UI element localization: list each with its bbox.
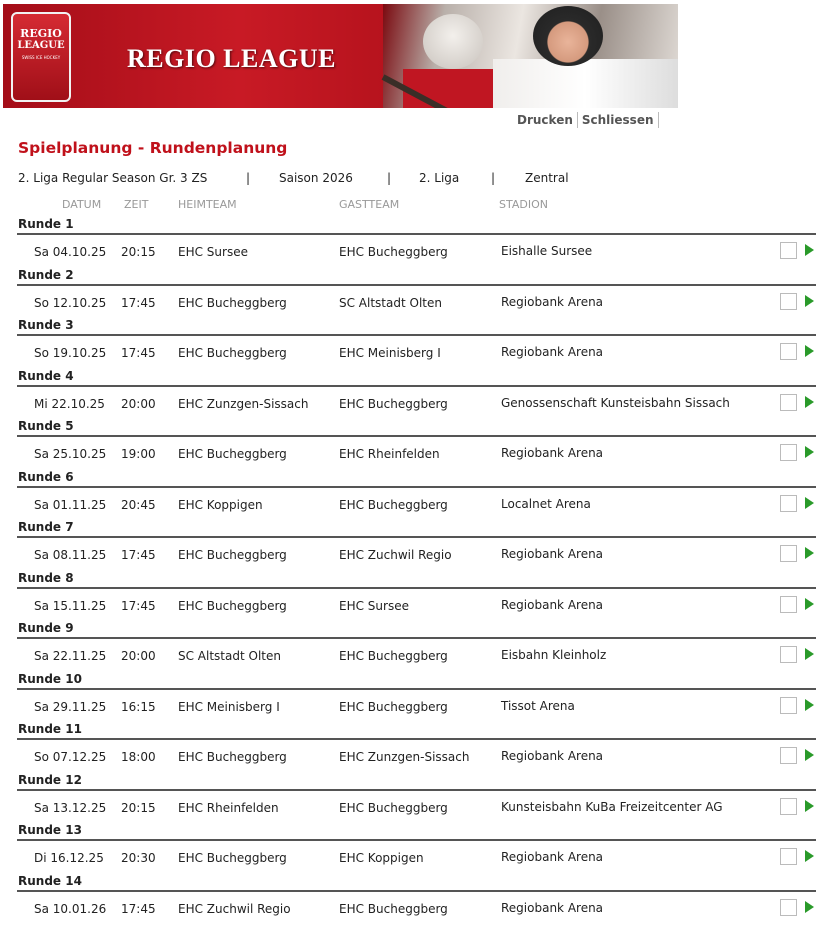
game-time: 18:00	[121, 750, 156, 764]
round-label: Runde 7	[18, 520, 74, 534]
round-row	[0, 366, 832, 417]
play-arrow-icon[interactable]	[805, 800, 814, 812]
home-team: EHC Meinisberg I	[178, 699, 280, 714]
venue: Regiobank Arena	[501, 345, 604, 359]
game-date: Sa 10.01.26	[34, 901, 107, 916]
round-label: Runde 13	[18, 823, 82, 837]
banner-title: REGIO LEAGUE	[127, 44, 336, 73]
toolbar	[513, 112, 659, 130]
round-divider	[17, 385, 816, 387]
checkbox-icon[interactable]	[780, 798, 797, 815]
home-team: EHC Rheinfelden	[178, 800, 279, 815]
checkbox-icon[interactable]	[780, 848, 797, 865]
round-row	[0, 568, 832, 619]
guest-team: EHC Bucheggberg	[339, 497, 448, 512]
game-date: Sa 13.12.25	[34, 800, 107, 815]
round-row	[0, 416, 832, 467]
logo-text-tagline: SWISS ICE HOCKEY	[21, 55, 61, 60]
regio-league-logo	[11, 12, 71, 102]
play-arrow-icon[interactable]	[805, 497, 814, 509]
game-date: Sa 29.11.25	[34, 699, 107, 714]
checkbox-icon[interactable]	[780, 343, 797, 360]
column-header-venue: STADION	[499, 198, 548, 211]
competition-label: 2. Liga Regular Season Gr. 3 ZS	[18, 171, 208, 185]
round-row	[0, 719, 832, 770]
play-arrow-icon[interactable]	[805, 345, 814, 357]
guest-team: EHC Zunzgen-Sissach	[339, 750, 470, 764]
round-label: Runde 11	[18, 722, 82, 736]
page-title: Spielplanung - Rundenplanung	[18, 139, 288, 157]
toolbar-divider	[658, 112, 659, 128]
round-row	[0, 871, 832, 922]
round-label: Runde 14	[18, 873, 82, 888]
checkbox-icon[interactable]	[780, 545, 797, 562]
round-divider	[17, 637, 816, 639]
guest-team: EHC Rheinfelden	[339, 447, 440, 461]
game-date: So 12.10.25	[34, 295, 107, 310]
play-arrow-icon[interactable]	[805, 446, 814, 458]
venue: Regiobank Arena	[501, 850, 604, 864]
game-date: Sa 22.11.25	[34, 649, 107, 663]
round-row	[0, 820, 832, 871]
round-divider	[17, 789, 816, 791]
guest-team: EHC Bucheggberg	[339, 245, 448, 259]
column-header-time: ZEIT	[124, 198, 149, 211]
play-arrow-icon[interactable]	[805, 598, 814, 610]
game-time: 17:45	[121, 295, 156, 310]
column-header-home: HEIMTEAM	[178, 198, 237, 211]
home-team: EHC Zunzgen-Sissach	[178, 396, 309, 411]
play-arrow-icon[interactable]	[805, 295, 814, 307]
checkbox-icon[interactable]	[780, 444, 797, 461]
game-date: Di 16.12.25	[34, 851, 104, 865]
round-label: Runde 6	[18, 469, 74, 484]
guest-team: EHC Meinisberg I	[339, 346, 441, 360]
game-time: 17:45	[121, 901, 156, 916]
round-divider	[17, 890, 816, 892]
venue: Regiobank Arena	[501, 547, 604, 561]
home-team: EHC Bucheggberg	[178, 548, 287, 562]
column-header-guest: GASTTEAM	[339, 198, 400, 211]
game-date: So 19.10.25	[34, 346, 107, 360]
checkbox-icon[interactable]	[780, 899, 797, 916]
home-team: EHC Bucheggberg	[178, 598, 287, 613]
venue: Eisbahn Kleinholz	[501, 648, 607, 662]
round-divider	[17, 334, 816, 336]
round-divider	[17, 688, 816, 690]
round-label: Runde 4	[18, 368, 74, 383]
game-time: 20:00	[121, 396, 156, 411]
venue: Tissot Arena	[501, 698, 575, 713]
round-row	[0, 265, 832, 316]
home-team: EHC Bucheggberg	[178, 851, 287, 865]
game-time: 20:15	[121, 245, 156, 259]
venue: Eishalle Sursee	[501, 244, 593, 258]
game-date: Sa 25.10.25	[34, 447, 107, 461]
game-time: 20:00	[121, 649, 156, 663]
game-date: Sa 15.11.25	[34, 598, 107, 613]
round-divider	[17, 435, 816, 437]
round-label: Runde 2	[18, 267, 74, 282]
play-arrow-icon[interactable]	[805, 244, 814, 256]
venue: Genossenschaft Kunsteisbahn Sissach	[501, 395, 730, 410]
guest-team: EHC Bucheggberg	[339, 800, 448, 815]
game-time: 17:45	[121, 346, 156, 360]
round-row	[0, 618, 832, 669]
play-arrow-icon[interactable]	[805, 749, 814, 761]
round-label: Runde 3	[18, 318, 74, 332]
round-divider	[17, 486, 816, 488]
game-time: 16:15	[121, 699, 156, 714]
venue: Regiobank Arena	[501, 597, 604, 612]
venue: Localnet Arena	[501, 496, 591, 511]
checkbox-icon[interactable]	[780, 293, 797, 310]
game-date: So 07.12.25	[34, 750, 107, 764]
logo-text-regio: REGIO	[20, 27, 62, 40]
season-label: Saison 2026	[279, 171, 353, 185]
venue: Kunsteisbahn KuBa Freizeitcenter AG	[501, 799, 723, 814]
round-divider	[17, 233, 816, 235]
game-time: 20:30	[121, 851, 156, 865]
guest-team: EHC Bucheggberg	[339, 649, 448, 663]
round-label: Runde 5	[18, 419, 74, 433]
filter-separator: |	[246, 171, 251, 185]
round-label: Runde 12	[18, 772, 82, 787]
league-label: 2. Liga	[419, 171, 460, 185]
play-arrow-icon[interactable]	[805, 547, 814, 559]
home-team: EHC Zuchwil Regio	[178, 901, 291, 916]
play-arrow-icon[interactable]	[805, 901, 814, 913]
game-date: Sa 01.11.25	[34, 497, 107, 512]
checkbox-icon[interactable]	[780, 747, 797, 764]
close-button[interactable]: Schliessen	[581, 112, 654, 127]
checkbox-icon[interactable]	[780, 697, 797, 714]
game-date: Sa 08.11.25	[34, 548, 107, 562]
home-team: EHC Bucheggberg	[178, 295, 287, 310]
checkbox-icon[interactable]	[780, 646, 797, 663]
guest-team: SC Altstadt Olten	[339, 295, 442, 310]
filter-separator: |	[491, 171, 496, 185]
guest-team: EHC Bucheggberg	[339, 901, 448, 916]
print-button[interactable]: Drucken	[517, 112, 573, 127]
home-team: EHC Bucheggberg	[178, 447, 287, 461]
round-divider	[17, 587, 816, 589]
venue: Regiobank Arena	[501, 749, 604, 763]
logo-text-league: LEAGUE	[17, 40, 65, 51]
home-team: EHC Koppigen	[178, 497, 263, 512]
guest-team: EHC Zuchwil Regio	[339, 548, 452, 562]
round-row	[0, 517, 832, 568]
round-row	[0, 770, 832, 821]
checkbox-icon[interactable]	[780, 495, 797, 512]
header-banner	[3, 4, 678, 108]
region-label: Zentral	[525, 171, 569, 185]
home-team: EHC Bucheggberg	[178, 750, 287, 764]
game-time: 17:45	[121, 548, 156, 562]
round-divider	[17, 536, 816, 538]
column-header-date: DATUM	[62, 198, 102, 211]
guest-team: EHC Bucheggberg	[339, 396, 448, 411]
play-arrow-icon[interactable]	[805, 699, 814, 711]
game-time: 20:15	[121, 800, 156, 815]
venue: Regiobank Arena	[501, 900, 604, 915]
game-time: 19:00	[121, 447, 156, 461]
game-time: 17:45	[121, 598, 156, 613]
checkbox-icon[interactable]	[780, 242, 797, 259]
round-row	[0, 669, 832, 720]
guest-team: EHC Sursee	[339, 598, 409, 613]
round-label: Runde 10	[18, 671, 82, 686]
game-date: Mi 22.10.25	[34, 396, 105, 411]
venue: Regiobank Arena	[501, 294, 604, 309]
play-arrow-icon[interactable]	[805, 648, 814, 660]
filter-separator: |	[387, 171, 392, 185]
round-row	[0, 214, 832, 265]
round-divider	[17, 839, 816, 841]
schedule-list	[0, 214, 832, 921]
round-row	[0, 315, 832, 366]
home-team: SC Altstadt Olten	[178, 649, 281, 663]
guest-team: EHC Bucheggberg	[339, 699, 448, 714]
checkbox-icon[interactable]	[780, 394, 797, 411]
game-date: Sa 04.10.25	[34, 245, 107, 259]
round-label: Runde 1	[18, 217, 74, 231]
home-team: EHC Sursee	[178, 245, 248, 259]
venue: Regiobank Arena	[501, 446, 604, 460]
game-time: 20:45	[121, 497, 156, 512]
play-arrow-icon[interactable]	[805, 396, 814, 408]
round-divider	[17, 738, 816, 740]
round-row	[0, 467, 832, 518]
banner-photo	[383, 4, 678, 108]
round-label: Runde 9	[18, 621, 74, 635]
checkbox-icon[interactable]	[780, 596, 797, 613]
home-team: EHC Bucheggberg	[178, 346, 287, 360]
guest-team: EHC Koppigen	[339, 851, 424, 865]
play-arrow-icon[interactable]	[805, 850, 814, 862]
round-label: Runde 8	[18, 570, 74, 585]
round-divider	[17, 284, 816, 286]
